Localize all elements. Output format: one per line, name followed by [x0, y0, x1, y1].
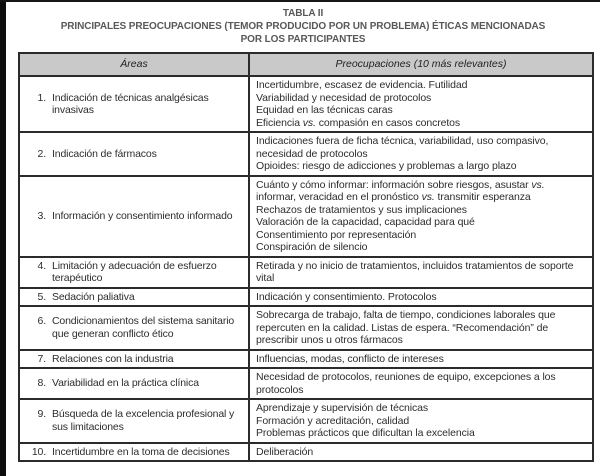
- area-number: 10.: [31, 445, 46, 458]
- concern-item: Retirada y no inicio de tratamientos, incluidos tratamientos de soporte vital: [256, 259, 574, 284]
- concerns-cell: [249, 399, 593, 443]
- scan-edge-left: [0, 0, 6, 476]
- concern-item: Deliberación: [256, 445, 314, 458]
- concerns-cell: [249, 443, 593, 462]
- table-row: [19, 306, 593, 350]
- areas-column-header: Áreas: [19, 53, 249, 76]
- table-body: [19, 76, 593, 461]
- concern-item: Indicación y consentimiento. Protocolos: [256, 290, 437, 303]
- concern-item: Necesidad de protocolos, reuniones de equipo, excepciones a los protocolos: [256, 371, 556, 396]
- concerns-cell: [249, 132, 593, 176]
- caption-line2: POR LOS PARTICIPANTES: [240, 34, 366, 45]
- concern-item: Valoración de la capacidad, capacidad para qué: [256, 216, 475, 228]
- concern-item: Problemas prácticos que dificultan la excelencia: [256, 427, 475, 439]
- concern-item: Variabilidad y necesidad de protocolos: [256, 91, 432, 104]
- concerns-cell: [249, 76, 593, 132]
- concern-item: Equidad en las técnicas caras: [256, 104, 393, 116]
- area-label: Búsqueda de la excelencia profesional y sus limitaciones: [52, 408, 235, 433]
- area-label: Condicionamientos del sistema sanitario que generan conflicto ético: [52, 315, 235, 340]
- area-cell: [19, 306, 249, 350]
- area-label: Limitación y adecuación de esfuerzo terapéutico: [52, 259, 217, 284]
- concern-item: Eficiencia vs. compasión en casos concretos: [256, 116, 461, 129]
- area-number: 9.: [37, 408, 46, 421]
- concerns-cell: [249, 368, 593, 399]
- area-cell: [19, 257, 249, 288]
- area-label: Indicación de técnicas analgésicas invasivas: [52, 91, 209, 116]
- area-label: Relaciones con la industria: [52, 352, 174, 365]
- area-cell: [19, 368, 249, 399]
- area-number: 4.: [37, 259, 46, 272]
- table-row: [19, 257, 593, 288]
- area-number: 1.: [37, 91, 46, 104]
- area-number: 6.: [37, 315, 46, 328]
- table-row: [19, 443, 593, 462]
- area-number: 5.: [37, 290, 46, 303]
- area-cell: [19, 176, 249, 257]
- concerns-cell: [249, 306, 593, 350]
- concern-item: Indicaciones fuera de ficha técnica, variabilidad, uso compasivo, necesidad de protocolos: [256, 135, 549, 160]
- area-number: 7.: [37, 352, 46, 365]
- table-caption: [10, 7, 596, 46]
- concerns-cell: [249, 257, 593, 288]
- area-number: 3.: [37, 209, 46, 222]
- concerns-cell: [249, 176, 593, 257]
- area-label: Variabilidad en la práctica clínica: [52, 377, 199, 390]
- table-row: [19, 399, 593, 443]
- caption-title: TABLA II: [282, 8, 324, 19]
- area-cell: [19, 350, 249, 369]
- concern-item: Conspiración de silencio: [256, 241, 368, 253]
- table-row: [19, 132, 593, 176]
- area-cell: [19, 132, 249, 176]
- concerns-column-header: Preocupaciones (10 más relevantes): [249, 53, 593, 76]
- area-label: Incertidumbre en la toma de decisiones: [52, 445, 230, 458]
- concern-item: Opioides: riesgo de adicciones y problemas a largo plazo: [256, 160, 517, 172]
- table-row: [19, 176, 593, 257]
- area-cell: [19, 288, 249, 307]
- scan-edge-top: [0, 0, 600, 2]
- concern-item: Consentimiento por representación: [256, 228, 417, 241]
- concern-item: Incertidumbre, escasez de evidencia. Futilidad: [256, 79, 468, 91]
- area-label: Sedación paliativa: [52, 290, 135, 303]
- table-row: [19, 368, 593, 399]
- area-number: 8.: [37, 377, 46, 390]
- ethics-concerns-table: [18, 52, 594, 462]
- area-cell: [19, 399, 249, 443]
- concern-item: Influencias, modas, conflicto de intereses: [256, 352, 444, 365]
- table-row: [19, 76, 593, 132]
- concerns-cell: [249, 288, 593, 307]
- area-label: Información y consentimiento informado: [52, 209, 233, 222]
- concerns-cell: [249, 350, 593, 369]
- concern-item: Cuánto y cómo informar: información sobre riesgos, asustar vs. informar, veracidad en el pronóstico vs. transmitir esperanza: [256, 178, 545, 203]
- area-number: 2.: [37, 147, 46, 160]
- caption-line1: PRINCIPALES PREOCUPACIONES (TEMOR PRODUCIDO POR UN PROBLEMA) ÉTICAS MENCIONADAS: [60, 21, 546, 32]
- area-cell: [19, 76, 249, 132]
- table-row: [19, 350, 593, 369]
- area-label: Indicación de fármacos: [52, 147, 157, 160]
- table-row: [19, 288, 593, 307]
- concern-item: Aprendizaje y supervisión de técnicas: [256, 402, 428, 414]
- area-cell: [19, 443, 249, 462]
- concern-item: Formación y acreditación, calidad: [256, 414, 410, 427]
- header-row: [19, 53, 593, 76]
- concern-item: Sobrecarga de trabajo, falta de tiempo, condiciones laborales que repercuten en la calidad. Listas de espera. “Recomendación” de prescribir unos u otros fármacos: [256, 309, 556, 346]
- concern-item: Rechazos de tratamientos y sus implicaciones: [256, 203, 467, 216]
